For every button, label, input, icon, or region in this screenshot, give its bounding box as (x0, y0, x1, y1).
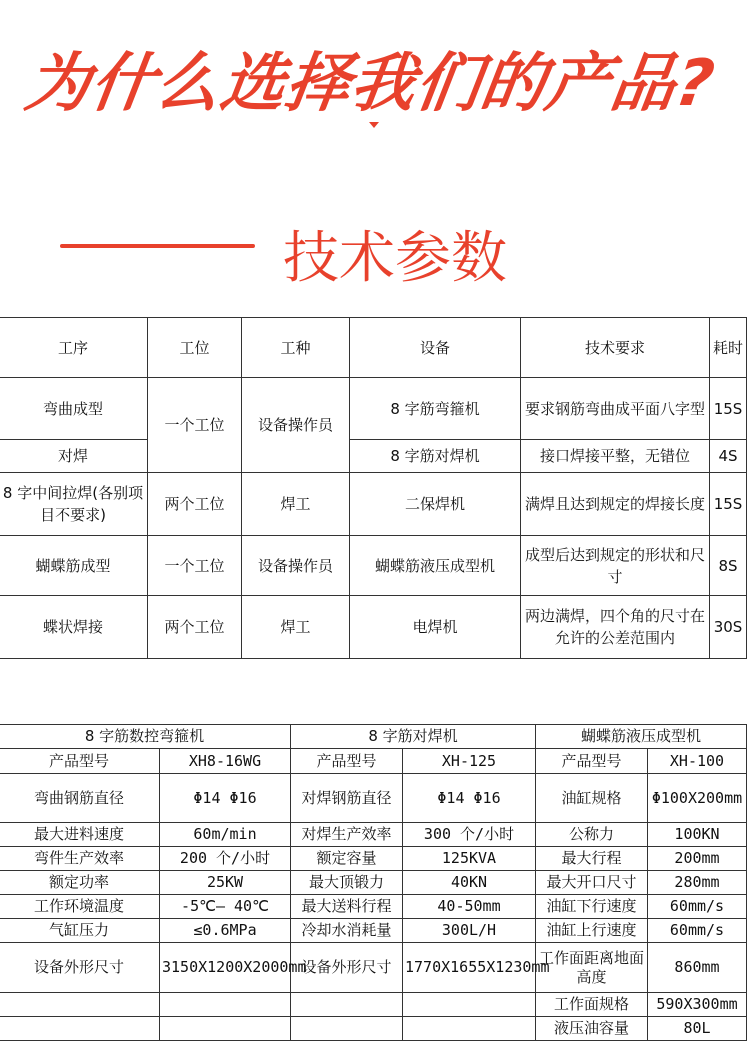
header-cell: 工序 (0, 318, 148, 378)
spec-label: 工作环境温度 (0, 895, 160, 919)
spec-label: 工作面规格 (536, 993, 648, 1017)
spec-label: 额定容量 (291, 847, 403, 871)
table-row (0, 871, 747, 895)
table-cell: 电焊机 (350, 596, 521, 659)
header-cell: 耗时 (710, 318, 747, 378)
spec-label: 最大送料行程 (291, 895, 403, 919)
table-cell: 成型后达到规定的形状和尺寸 (521, 536, 710, 596)
spec-value: 40KN (403, 871, 536, 895)
spec-label: 设备外形尺寸 (0, 943, 160, 993)
spec-label: 最大开口尺寸 (536, 871, 648, 895)
machine-name: 8 字筋数控弯箍机 (0, 725, 291, 749)
spec-label: 弯曲钢筋直径 (0, 774, 160, 823)
spec-value: 60mm/s (648, 895, 747, 919)
spec-value (160, 1017, 291, 1041)
table-cell: 蝶状焊接 (0, 596, 148, 659)
table-cell: 30S (710, 596, 747, 659)
table-cell: 8S (710, 536, 747, 596)
spec-value: 25KW (160, 871, 291, 895)
table-row (0, 378, 747, 440)
header-cell: 工位 (148, 318, 242, 378)
header-cell: 技术要求 (521, 318, 710, 378)
table-cell: 蝴蝶筋液压成型机 (350, 536, 521, 596)
table-row (0, 440, 747, 473)
section-divider-line (60, 244, 255, 248)
table-row (0, 847, 747, 871)
spec-label: 弯件生产效率 (0, 847, 160, 871)
spec-value: 60m/min (160, 823, 291, 847)
table-row (0, 943, 747, 993)
spec-label: 油缸规格 (536, 774, 648, 823)
spec-label: 气缸压力 (0, 919, 160, 943)
spec-label (291, 1017, 403, 1041)
table-cell: 两个工位 (148, 473, 242, 536)
header-cell: 设备 (350, 318, 521, 378)
table-cell: 二保焊机 (350, 473, 521, 536)
spec-value: XH-100 (648, 749, 747, 774)
spec-label: 液压油容量 (536, 1017, 648, 1041)
spec-label: 最大顶锻力 (291, 871, 403, 895)
table-cell: 15S (710, 378, 747, 440)
spec-label: 对焊生产效率 (291, 823, 403, 847)
table-cell: 4S (710, 440, 747, 473)
table-cell: 接口焊接平整，无错位 (521, 440, 710, 473)
spec-value: 100KN (648, 823, 747, 847)
spec-value (403, 1017, 536, 1041)
table-row (0, 774, 747, 823)
table-cell: 15S (710, 473, 747, 536)
spec-label: 设备外形尺寸 (291, 943, 403, 993)
spec-value: 40-50mm (403, 895, 536, 919)
table-cell: 满焊且达到规定的焊接长度 (521, 473, 710, 536)
spec-value: XH8-16WG (160, 749, 291, 774)
table-row (0, 749, 747, 774)
machine-name: 蝴蝶筋液压成型机 (536, 725, 747, 749)
header-cell: 工种 (242, 318, 350, 378)
spec-value: 80L (648, 1017, 747, 1041)
table-cell: 对焊 (0, 440, 148, 473)
spec-value: -5℃— 40℃ (160, 895, 291, 919)
table-cell: 弯曲成型 (0, 378, 148, 440)
spec-value: Φ100X200mm (648, 774, 747, 823)
table-row (0, 1017, 747, 1041)
table-cell: 两个工位 (148, 596, 242, 659)
spec-value (403, 993, 536, 1017)
machine-name: 8 字筋对焊机 (291, 725, 536, 749)
spec-label: 公称力 (536, 823, 648, 847)
spec-value: 590X300mm (648, 993, 747, 1017)
table-row (0, 993, 747, 1017)
process-table (0, 317, 747, 659)
table-cell: 两边满焊，四个角的尺寸在允许的公差范围内 (521, 596, 710, 659)
spec-value (160, 993, 291, 1017)
spec-table (0, 724, 747, 1041)
spec-value: 1770X1655X1230mm (403, 943, 536, 993)
section-title: 技术参数 (283, 226, 507, 291)
table-cell: 一个工位 (148, 536, 242, 596)
spec-value: 200mm (648, 847, 747, 871)
spec-value: 125KVA (403, 847, 536, 871)
spec-label (0, 1017, 160, 1041)
spec-label: 最大行程 (536, 847, 648, 871)
spec-value: Φ14 Φ16 (403, 774, 536, 823)
table-cell: 焊工 (242, 473, 350, 536)
table-cell: 焊工 (242, 596, 350, 659)
spec-label: 最大进料速度 (0, 823, 160, 847)
table-cell: 8 字筋弯箍机 (350, 378, 521, 440)
spec-value: Φ14 Φ16 (160, 774, 291, 823)
table-row (0, 895, 747, 919)
spec-value: 300L/H (403, 919, 536, 943)
table-cell: 一个工位 (148, 378, 242, 473)
table-row (0, 919, 747, 943)
spec-label: 产品型号 (0, 749, 160, 774)
machine-header-row (0, 725, 747, 749)
spec-value: ≤0.6MPa (160, 919, 291, 943)
spec-label: 油缸上行速度 (536, 919, 648, 943)
table-row (0, 823, 747, 847)
table-cell: 设备操作员 (242, 378, 350, 473)
table-cell: 设备操作员 (242, 536, 350, 596)
spec-label: 产品型号 (291, 749, 403, 774)
headline: 为什么选择我们的产品? (20, 47, 720, 121)
spec-label: 产品型号 (536, 749, 648, 774)
table-cell: 8 字筋对焊机 (350, 440, 521, 473)
spec-label: 工作面距离地面高度 (536, 943, 648, 993)
table-row (0, 473, 747, 536)
spec-label: 油缸下行速度 (536, 895, 648, 919)
table-header-row (0, 318, 747, 378)
spec-value: 860mm (648, 943, 747, 993)
spec-label: 额定功率 (0, 871, 160, 895)
spec-label: 对焊钢筋直径 (291, 774, 403, 823)
spec-value: 300 个/小时 (403, 823, 536, 847)
table-cell: 要求钢筋弯曲成平面八字型 (521, 378, 710, 440)
spec-value: 60mm/s (648, 919, 747, 943)
spec-label: 冷却水消耗量 (291, 919, 403, 943)
spec-value: 200 个/小时 (160, 847, 291, 871)
spec-label (291, 993, 403, 1017)
table-row (0, 536, 747, 596)
spec-label (0, 993, 160, 1017)
down-triangle-icon (369, 122, 379, 128)
spec-value: 280mm (648, 871, 747, 895)
spec-value: XH-125 (403, 749, 536, 774)
table-cell: 8 字中间拉焊(各别项目不要求) (0, 473, 148, 536)
table-cell: 蝴蝶筋成型 (0, 536, 148, 596)
spec-value: 3150X1200X2000mm (160, 943, 291, 993)
table-row (0, 596, 747, 659)
